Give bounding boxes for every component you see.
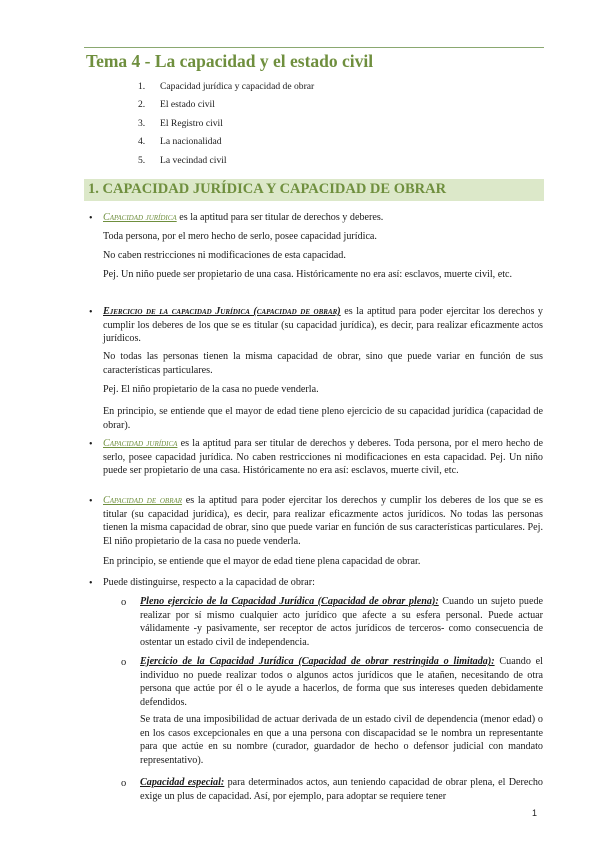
page-number: 1 <box>532 808 538 818</box>
toc-number: 2. <box>138 99 146 111</box>
term: Capacidad jurídica <box>103 212 177 223</box>
sub-bullet-icon: o <box>121 597 127 608</box>
item-text: Cuando un sujeto puede realizar por sí mismo cualquier acto jurídico que afecte a su esfera personal. Puede actuar válidamente -y pasivamente, ser receptor de actos jurídicos de terceros- como consecuencia de ostentar un estado civil de independencia. <box>140 596 544 648</box>
header-rule <box>84 47 544 48</box>
term: Capacidad especial: <box>140 777 225 788</box>
paragraph: En principio, se entiende que el mayor de edad tiene pleno ejercicio de su capacidad jurídica (capacidad de obrar). <box>103 406 543 431</box>
list-item <box>103 494 543 548</box>
toc-number: 1. <box>138 81 146 92</box>
section-heading <box>88 181 446 198</box>
section-title: CAPACIDAD JURÍDICA Y CAPACIDAD DE OBRAR <box>102 181 447 197</box>
toc-item <box>138 152 314 170</box>
toc-number: 4. <box>138 136 146 148</box>
bullet-icon: • <box>89 213 93 224</box>
term: Ejercicio de la Capacidad Jurídica (Capacidad de obrar restringida o limitada): <box>140 656 495 667</box>
sub-bullet-icon: o <box>121 657 127 668</box>
toc-number: 3. <box>138 117 146 129</box>
toc-item <box>138 96 314 114</box>
paragraph: En principio, se entiende que el mayor de edad tiene plena capacidad de obrar. <box>103 556 421 567</box>
paragraph: Pej. El niño propietario de la casa no puede venderla. <box>103 384 319 395</box>
list-item <box>103 211 543 225</box>
sub-list-item <box>140 776 543 803</box>
toc-text: El Registro civil <box>160 117 223 129</box>
item-text: es la aptitud para ser titular de derechos y deberes. Toda persona, por el mero hecho de serlo, posee capacidad jurídica. No caben restricciones ni modificaciones en esta capacidad. Pej. Un niño puede ser propietario de una casa. Históricamente no era así: esclavos, muerte civil, etc. <box>103 438 543 477</box>
list-item <box>103 437 543 478</box>
bullet-icon: • <box>89 578 93 589</box>
section-number: 1. <box>88 181 99 197</box>
paragraph: Pej. Un niño puede ser propietario de una casa. Históricamente no era así: esclavos, muerte civil, etc. <box>103 269 513 280</box>
term: Capacidad de obrar <box>103 495 183 506</box>
table-of-contents <box>138 78 314 170</box>
term: Capacidad jurídica <box>103 438 178 449</box>
item-text: es la aptitud para poder ejercitar los derechos y cumplir los deberes de los que se es titular (su capacidad jurídica), es decir, para realizar eficazmente actos jurídicos. <box>103 306 543 345</box>
sub-list-item <box>140 655 543 709</box>
term: Ejercicio de la capacidad Jurídica (capacidad de obrar) <box>103 306 341 317</box>
paragraph: No todas las personas tienen la misma capacidad de obrar, sino que puede variar en función de sus características particulares. <box>103 351 543 376</box>
list-item <box>103 305 543 346</box>
toc-text: Capacidad jurídica y capacidad de obrar <box>160 81 315 92</box>
toc-item <box>138 115 314 133</box>
paragraph: No caben restricciones ni modificaciones de esta capacidad. <box>103 250 346 261</box>
bullet-icon: • <box>89 307 93 318</box>
toc-text: El estado civil <box>160 99 215 111</box>
sub-bullet-icon: o <box>121 778 127 789</box>
toc-item <box>138 78 314 96</box>
toc-number: 5. <box>138 154 146 166</box>
page-title: Tema 4 - La capacidad y el estado civil <box>86 51 374 71</box>
toc-text: La nacionalidad <box>160 136 222 148</box>
item-text: Cuando el individuo no puede realizar todos o algunos actos jurídicos que le atañen, necesitando de otra persona que actúe por él o le ayude a hacerlos, de forma que sus intereses queden debidamente defendidos. <box>140 656 543 708</box>
toc-item <box>138 133 314 151</box>
sub-list-item <box>140 595 543 649</box>
item-text: es la aptitud para ser titular de derechos y deberes. <box>176 212 384 223</box>
paragraph: Se trata de una imposibilidad de actuar derivada de un estado civil de dependencia (menor edad) o en los casos excepcionales en que a una persona con discapacidad se le nombra un representante para que actúe en su nombre (curador, guardador de hecho o defensor judicial con mandato representativo). <box>140 714 543 766</box>
term: Pleno ejercicio de la Capacidad Jurídica (Capacidad de obrar plena): <box>140 596 439 607</box>
bullet-icon: • <box>89 439 93 450</box>
item-text: es la aptitud para poder ejercitar los derechos y cumplir los deberes de los que se es titular (su capacidad jurídica), es decir, para realizar eficazmente actos jurídicos. No todas las personas tienen la misma capacidad de obrar, sino que puede variar en función de sus características particulares. Pej. El niño propietario de la casa no puede venderla. <box>103 495 543 547</box>
bullet-icon: • <box>89 496 93 507</box>
item-text: para determinados actos, aun teniendo capacidad de obrar plena, el Derecho exige un plus de capacidad. Así, por ejemplo, para adoptar se requiere tener <box>140 777 543 802</box>
toc-text: La vecindad civil <box>160 154 227 166</box>
list-item: Puede distinguirse, respecto a la capacidad de obrar: <box>103 577 315 588</box>
paragraph: Toda persona, por el mero hecho de serlo, posee capacidad jurídica. <box>103 231 377 242</box>
